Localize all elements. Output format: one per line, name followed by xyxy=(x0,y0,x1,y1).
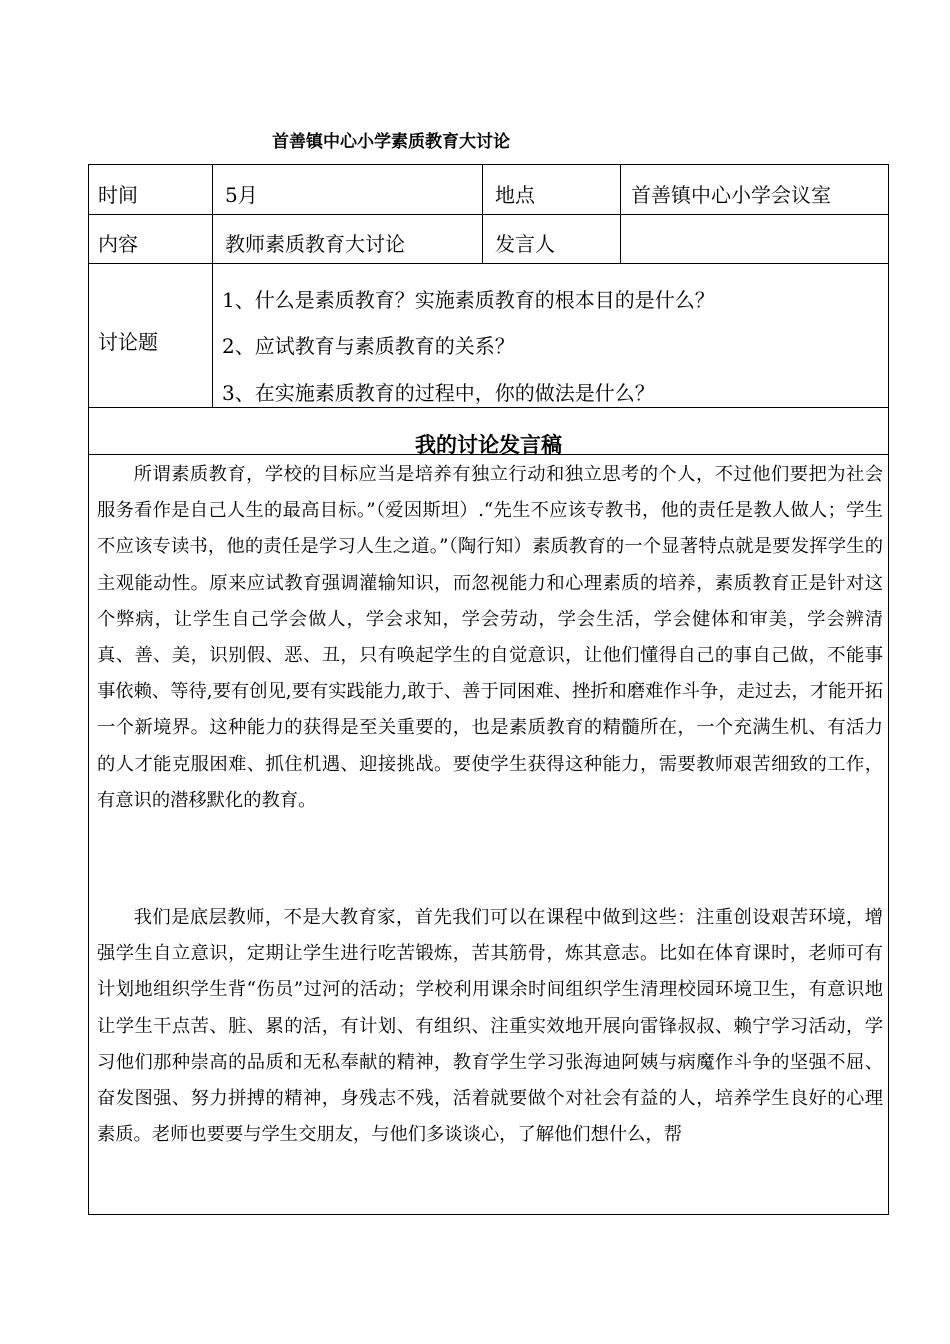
topics-label: 讨论题 xyxy=(98,330,158,354)
essay-paragraph: 我们是底层教师，不是大教育家，首先我们可以在课程中做到这些：注重创设艰苦环境，增强学生自立意识，定期让学生进行吃苦锻炼，苦其筋骨，炼其意志。比如在体育课时，老师可有计划地组织学生背“伤员”过河的活动；学校利用课余时间组织学生清理校园环境卫生，有意识地让学生干点苦、脏、累的活，有计划、有组织、注重实效地开展向雷锋叔叔、赖宁学习活动，学习他们那种崇高的品质和无私奉献的精神，教育学生学习张海迪阿姨与病魔作斗争的坚强不屈、奋发图强、努力拼搏的精神，身残志不残，活着就要做个对社会有益的人，培养学生良好的心理素质。老师也要要与学生交朋友，与他们多谈谈心，了解他们想什么，帮 xyxy=(97,907,883,1146)
content-label: 内容 xyxy=(98,232,138,256)
column-divider xyxy=(212,165,213,407)
row-divider xyxy=(89,407,888,408)
column-divider xyxy=(482,165,483,263)
column-divider xyxy=(620,165,621,263)
content-value: 教师素质教育大讨论 xyxy=(225,232,405,256)
time-value: 5月 xyxy=(225,183,258,207)
place-label: 地点 xyxy=(495,183,535,207)
topic-item: 3、在实施素质教育的过程中，你的做法是什么？ xyxy=(222,381,655,405)
row-divider xyxy=(89,214,888,215)
topic-item: 2、应试教育与素质教育的关系？ xyxy=(222,334,515,358)
topic-item: 1、什么是素质教育？实施素质教育的根本目的是什么？ xyxy=(222,288,715,312)
time-label: 时间 xyxy=(98,183,138,207)
speaker-label: 发言人 xyxy=(495,232,555,256)
place-value: 首善镇中心小学会议室 xyxy=(631,183,831,207)
discussion-table xyxy=(88,164,889,1215)
row-divider xyxy=(89,263,888,264)
document-title: 首善镇中心小学素质教育大讨论 xyxy=(272,132,510,152)
essay-paragraph: 所谓素质教育，学校的目标应当是培养有独立行动和独立思考的个人，不过他们要把为社会服务看作是自己人生的最高目标。”（爱因斯坦）.“先生不应该专教书，他的责任是教人做人；学生不应该专读书，他的责任是学习人生之道。”（陶行知）素质教育的一个显著特点就是要发挥学生的主观能动性。原来应试教育强调灌输知识，而忽视能力和心理素质的培养，素质教育正是针对这个弊病，让学生自己学会做人，学会求知，学会劳动，学会生活，学会健体和审美，学会辨清真、善、美，识别假、恶、丑，只有唤起学生的自觉意识，让他们懂得自己的事自己做，不能事事依赖、等待,要有创见,要有实践能力,敢于、善于同困难、挫折和磨难作斗争，走过去，才能开拓一个新境界。这种能力的获得是至关重要的，也是素质教育的精髓所在，一个充满生机、有活力的人才能克服困难、抓住机遇、迎接挑战。要使学生获得这种能力，需要教师艰苦细致的工作，有意识的潜移默化的教育。 xyxy=(97,464,883,811)
essay-heading: 我的讨论发言稿 xyxy=(415,433,562,457)
